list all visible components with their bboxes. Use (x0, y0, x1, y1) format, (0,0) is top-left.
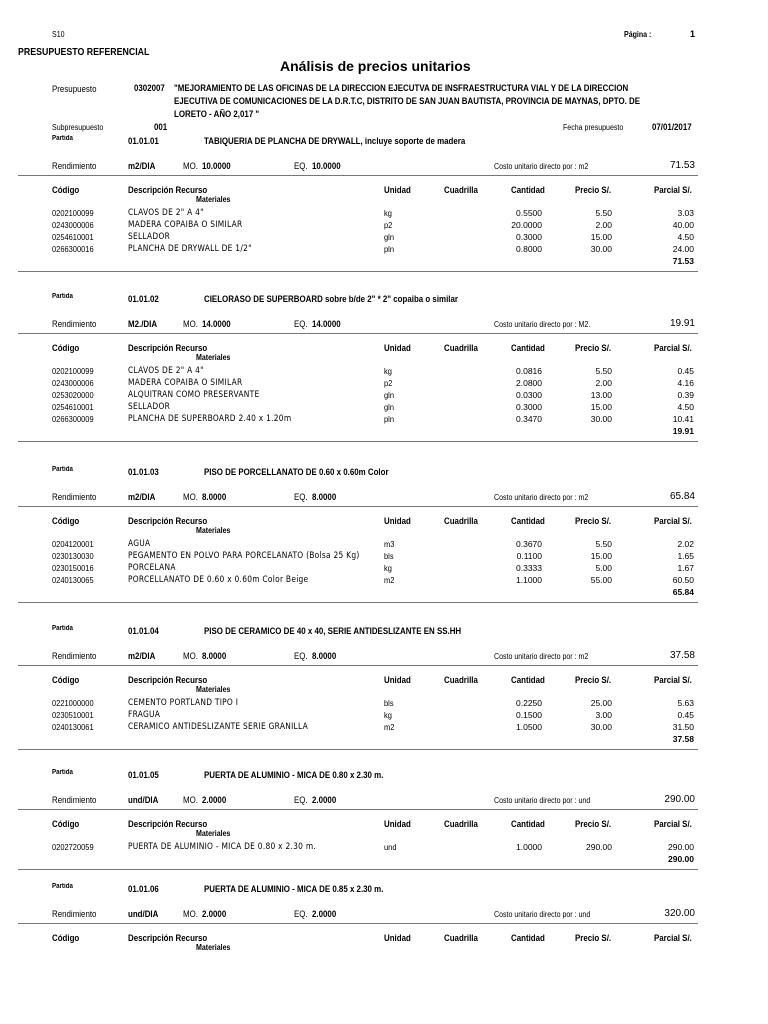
item-codigo: 0266300016 (52, 244, 94, 254)
item-unidad: gln (384, 232, 394, 242)
rendimiento-label: Rendimiento (52, 161, 97, 171)
item-codigo: 0254610001 (52, 402, 94, 412)
fecha-presupuesto-value: 07/01/2017 (652, 122, 692, 132)
item-cantidad: 0.3670 (516, 539, 542, 549)
partida-total: 65.84 (672, 587, 694, 597)
item-cantidad: 0.5500 (516, 208, 542, 218)
column-header-codigo: Código (52, 343, 80, 353)
column-header-descripcion: Descripción Recurso (128, 185, 208, 195)
partida-description: PISO DE PORCELLANATO DE 0.60 x 0.60m Color (204, 467, 389, 477)
rendimiento-label: Rendimiento (52, 795, 97, 805)
eq-label: EQ. (294, 492, 308, 502)
column-header-unidad: Unidad (384, 516, 411, 526)
column-header-codigo: Código (52, 675, 80, 685)
costo-unitario-value: 19.91 (669, 318, 695, 329)
item-precio: 5.50 (595, 366, 612, 376)
item-unidad: und (384, 842, 397, 852)
page-title: Análisis de precios unitarios (280, 58, 471, 74)
item-precio: 15.00 (590, 551, 612, 561)
item-parcial: 1.65 (677, 551, 694, 561)
item-parcial: 24.00 (672, 244, 694, 254)
presupuesto-desc-line-2: EJECUTIVA DE COMUNICACIONES DE LA D.R.T.C, DISTRITO DE SAN JUAN BAUTISTA, PROVINCIA DE MAYNAS, DPTO. DE (174, 96, 641, 106)
rendimiento-unit: M2./DIA (128, 319, 158, 329)
column-header-precio: Precio S/. (575, 516, 612, 526)
column-header-unidad: Unidad (384, 185, 411, 195)
item-descripcion: SELLADOR (128, 232, 171, 242)
partida-label: Partida (52, 135, 73, 142)
item-codigo: 0243000006 (52, 220, 94, 230)
column-header-precio: Precio S/. (575, 185, 612, 195)
mo-value: 8.0000 (202, 651, 227, 661)
item-parcial: 31.50 (672, 722, 694, 732)
column-header-precio: Precio S/. (575, 819, 612, 829)
column-header-parcial: Parcial S/. (654, 185, 692, 195)
item-unidad: m2 (384, 575, 395, 585)
item-cantidad: 1.0500 (516, 722, 542, 732)
item-parcial: 0.45 (677, 366, 694, 376)
item-parcial: 0.39 (677, 390, 694, 400)
column-header-cuadrilla: Cuadrilla (444, 675, 478, 685)
item-precio: 290.00 (586, 842, 612, 852)
item-descripcion: PORCELLANATO DE 0.60 x 0.60m Color Beige (128, 575, 309, 585)
item-parcial: 10.41 (672, 414, 694, 424)
item-descripcion: PLANCHA DE SUPERBOARD 2.40 x 1.20m (128, 414, 292, 424)
item-parcial: 4.50 (677, 232, 694, 242)
item-descripcion: PEGAMENTO EN POLVO PARA PORCELANATO (Bolsa 25 Kg) (128, 551, 360, 561)
eq-value: 8.0000 (312, 492, 337, 502)
item-parcial: 2.02 (677, 539, 694, 549)
item-parcial: 0.45 (677, 710, 694, 720)
item-parcial: 4.50 (677, 402, 694, 412)
item-codigo: 0230130030 (52, 551, 94, 561)
item-parcial: 40.00 (672, 220, 694, 230)
item-descripcion: PORCELANA (128, 563, 176, 573)
eq-value: 2.0000 (312, 795, 337, 805)
item-codigo: 0240130061 (52, 722, 94, 732)
item-cantidad: 0.1100 (516, 551, 542, 561)
separator-line (18, 333, 698, 334)
column-header-unidad: Unidad (384, 819, 411, 829)
column-header-codigo: Código (52, 933, 80, 943)
costo-unitario-value: 65.84 (669, 491, 695, 502)
presupuesto-desc-line-3: LORETO - AÑO 2,017 " (174, 109, 260, 119)
item-cantidad: 1.1000 (516, 575, 542, 585)
partida-total: 290.00 (668, 854, 694, 864)
item-cantidad: 20.0000 (511, 220, 542, 230)
partida-total: 19.91 (672, 426, 694, 436)
item-codigo: 0202720059 (52, 842, 94, 852)
column-header-precio: Precio S/. (575, 933, 612, 943)
item-codigo: 0204120001 (52, 539, 94, 549)
materiales-label: Materiales (196, 943, 231, 952)
item-codigo: 0243000006 (52, 378, 94, 388)
item-codigo: 0202100099 (52, 208, 94, 218)
column-header-precio: Precio S/. (575, 343, 612, 353)
separator-line (18, 441, 698, 442)
item-descripcion: PUERTA DE ALUMINIO - MICA DE 0.80 x 2.30 m. (128, 842, 317, 852)
item-descripcion: MADERA COPAIBA O SIMILAR (128, 378, 243, 388)
item-unidad: p2 (384, 378, 393, 388)
mo-label: MO. (183, 319, 198, 329)
item-precio: 15.00 (590, 232, 612, 242)
separator-line (18, 923, 698, 924)
mo-label: MO. (183, 492, 198, 502)
materiales-label: Materiales (196, 353, 231, 362)
partida-label: Partida (52, 769, 73, 776)
mo-label: MO. (183, 795, 198, 805)
item-codigo: 0253020000 (52, 390, 94, 400)
eq-value: 14.0000 (312, 319, 341, 329)
column-header-codigo: Código (52, 819, 80, 829)
partida-code: 01.01.06 (128, 884, 159, 894)
costo-unitario-value: 37.58 (669, 650, 695, 661)
item-descripcion: FRAGUA (128, 710, 161, 720)
item-codigo: 0266300009 (52, 414, 94, 424)
column-header-parcial: Parcial S/. (654, 933, 692, 943)
item-cantidad: 0.0300 (516, 390, 542, 400)
item-unidad: m3 (384, 539, 395, 549)
item-descripcion: CEMENTO PORTLAND TIPO I (128, 698, 239, 708)
item-cantidad: 0.0816 (516, 366, 542, 376)
mo-label: MO. (183, 161, 198, 171)
partida-label: Partida (52, 883, 73, 890)
column-header-cuadrilla: Cuadrilla (444, 933, 478, 943)
costo-unitario-label: Costo unitario directo por : m2 (494, 162, 589, 171)
mo-label: MO. (183, 651, 198, 661)
item-precio: 5.50 (595, 539, 612, 549)
subpresupuesto-label: Subpresupuesto (52, 123, 104, 132)
s10-label: S10 (52, 30, 65, 39)
materiales-label: Materiales (196, 829, 231, 838)
mo-value: 8.0000 (202, 492, 227, 502)
item-precio: 5.00 (595, 563, 612, 573)
column-header-descripcion: Descripción Recurso (128, 819, 208, 829)
item-parcial: 1.67 (677, 563, 694, 573)
partida-description: PUERTA DE ALUMINIO - MICA DE 0.85 x 2.30 m. (204, 884, 384, 894)
costo-unitario-label: Costo unitario directo por : m2 (494, 493, 589, 502)
mo-label: MO. (183, 909, 198, 919)
item-unidad: p2 (384, 220, 393, 230)
item-cantidad: 0.3000 (516, 232, 542, 242)
eq-label: EQ. (294, 651, 308, 661)
pagina-number: 1 (690, 29, 696, 39)
separator-line (18, 665, 698, 666)
item-precio: 55.00 (590, 575, 612, 585)
item-parcial: 60.50 (672, 575, 694, 585)
column-header-descripcion: Descripción Recurso (128, 343, 208, 353)
item-precio: 2.00 (595, 220, 612, 230)
partida-description: PUERTA DE ALUMINIO - MICA DE 0.80 x 2.30 m. (204, 770, 384, 780)
rendimiento-label: Rendimiento (52, 651, 97, 661)
costo-unitario-label: Costo unitario directo por : M2. (494, 320, 591, 329)
eq-label: EQ. (294, 319, 308, 329)
column-header-cantidad: Cantidad (511, 516, 545, 526)
item-cantidad: 1.0000 (516, 842, 542, 852)
item-descripcion: CLAVOS DE 2" A 4" (128, 366, 204, 376)
separator-line (18, 602, 698, 603)
column-header-precio: Precio S/. (575, 675, 612, 685)
column-header-parcial: Parcial S/. (654, 516, 692, 526)
item-unidad: kg (384, 366, 392, 376)
column-header-parcial: Parcial S/. (654, 819, 692, 829)
costo-unitario-label: Costo unitario directo por : und (494, 910, 591, 919)
item-unidad: gln (384, 390, 394, 400)
partida-code: 01.01.05 (128, 770, 159, 780)
column-header-cuadrilla: Cuadrilla (444, 185, 478, 195)
costo-unitario-label: Costo unitario directo por : m2 (494, 652, 589, 661)
eq-value: 8.0000 (312, 651, 337, 661)
item-cantidad: 0.3000 (516, 402, 542, 412)
item-unidad: bls (384, 698, 394, 708)
rendimiento-label: Rendimiento (52, 909, 97, 919)
costo-unitario-label: Costo unitario directo por : und (494, 796, 591, 805)
item-unidad: gln (384, 402, 394, 412)
item-parcial: 5.63 (677, 698, 694, 708)
mo-value: 2.0000 (202, 909, 227, 919)
column-header-cantidad: Cantidad (511, 343, 545, 353)
item-codigo: 0240130065 (52, 575, 94, 585)
item-descripcion: SELLADOR (128, 402, 171, 412)
presupuesto-label: Presupuesto (52, 84, 97, 94)
column-header-cuadrilla: Cuadrilla (444, 819, 478, 829)
pagina-label: Página : (624, 30, 652, 39)
separator-line (18, 809, 698, 810)
column-header-descripcion: Descripción Recurso (128, 933, 208, 943)
column-header-codigo: Código (52, 185, 80, 195)
item-descripcion: PLANCHA DE DRYWALL DE 1/2" (128, 244, 252, 254)
item-descripcion: AGUA (128, 539, 151, 549)
separator-line (18, 869, 698, 870)
partida-label: Partida (52, 625, 73, 632)
partida-description: TABIQUERIA DE PLANCHA DE DRYWALL, incluye soporte de madera (204, 136, 466, 146)
item-parcial: 4.16 (677, 378, 694, 388)
item-unidad: pln (384, 414, 394, 424)
item-unidad: kg (384, 563, 392, 573)
item-codigo: 0221000000 (52, 698, 94, 708)
item-descripcion: ALQUITRAN COMO PRESERVANTE (128, 390, 260, 400)
subpresupuesto-code: 001 (154, 122, 168, 132)
column-header-unidad: Unidad (384, 675, 411, 685)
item-codigo: 0202100099 (52, 366, 94, 376)
item-descripcion: CERAMICO ANTIDESLIZANTE SERIE GRANILLA (128, 722, 308, 732)
item-unidad: kg (384, 710, 392, 720)
partida-description: PISO DE CERAMICO DE 40 x 40, SERIE ANTIDESLIZANTE EN SS.HH (204, 626, 462, 636)
rendimiento-unit: m2/DIA (128, 492, 156, 502)
item-codigo: 0230150016 (52, 563, 94, 573)
column-header-cantidad: Cantidad (511, 933, 545, 943)
partida-code: 01.01.04 (128, 626, 159, 636)
column-header-cuadrilla: Cuadrilla (444, 343, 478, 353)
item-precio: 25.00 (590, 698, 612, 708)
partida-code: 01.01.01 (128, 136, 159, 146)
item-precio: 5.50 (595, 208, 612, 218)
item-cantidad: 0.8000 (516, 244, 542, 254)
eq-value: 2.0000 (312, 909, 337, 919)
mo-value: 2.0000 (202, 795, 227, 805)
partida-total: 71.53 (672, 256, 694, 266)
item-parcial: 290.00 (668, 842, 694, 852)
presupuesto-desc-line-1: "MEJORAMIENTO DE LAS OFICINAS DE LA DIRECCION EJECUTVA DE INSFRAESTRUCTURA VIAL Y DE LA DIRECCION (174, 83, 629, 93)
item-precio: 30.00 (590, 722, 612, 732)
materiales-label: Materiales (196, 685, 231, 694)
partida-code: 01.01.03 (128, 467, 159, 477)
partida-description: CIELORASO DE SUPERBOARD sobre b/de 2" * 2" copaiba o similar (204, 294, 458, 304)
item-unidad: pln (384, 244, 394, 254)
rendimiento-unit: m2/DIA (128, 651, 156, 661)
partida-total: 37.58 (672, 734, 694, 744)
column-header-unidad: Unidad (384, 343, 411, 353)
mo-value: 10.0000 (202, 161, 231, 171)
eq-label: EQ. (294, 795, 308, 805)
item-precio: 2.00 (595, 378, 612, 388)
rendimiento-label: Rendimiento (52, 492, 97, 502)
item-descripcion: MADERA COPAIBA O SIMILAR (128, 220, 243, 230)
item-unidad: kg (384, 208, 392, 218)
costo-unitario-value: 320.00 (664, 908, 695, 919)
item-codigo: 0230510001 (52, 710, 94, 720)
column-header-descripcion: Descripción Recurso (128, 516, 208, 526)
partida-code: 01.01.02 (128, 294, 159, 304)
item-cantidad: 0.3470 (516, 414, 542, 424)
column-header-parcial: Parcial S/. (654, 343, 692, 353)
materiales-label: Materiales (196, 526, 231, 535)
column-header-descripcion: Descripción Recurso (128, 675, 208, 685)
separator-line (18, 175, 698, 176)
column-header-unidad: Unidad (384, 933, 411, 943)
separator-line (18, 271, 698, 272)
separator-line (18, 749, 698, 750)
item-descripcion: CLAVOS DE 2" A 4" (128, 208, 204, 218)
mo-value: 14.0000 (202, 319, 231, 329)
item-precio: 15.00 (590, 402, 612, 412)
rendimiento-unit: und/DIA (128, 909, 159, 919)
rendimiento-label: Rendimiento (52, 319, 97, 329)
item-cantidad: 2.0800 (516, 378, 542, 388)
rendimiento-unit: und/DIA (128, 795, 159, 805)
eq-label: EQ. (294, 161, 308, 171)
item-precio: 30.00 (590, 414, 612, 424)
partida-label: Partida (52, 466, 73, 473)
separator-line (18, 506, 698, 507)
item-unidad: m2 (384, 722, 395, 732)
item-codigo: 0254610001 (52, 232, 94, 242)
costo-unitario-value: 290.00 (664, 794, 695, 805)
item-parcial: 3.03 (677, 208, 694, 218)
item-precio: 3.00 (595, 710, 612, 720)
presupuesto-code: 0302007 (134, 83, 165, 93)
item-precio: 30.00 (590, 244, 612, 254)
costo-unitario-value: 71.53 (669, 160, 695, 171)
item-cantidad: 0.2250 (516, 698, 542, 708)
presupuesto-referencial: PRESUPUESTO REFERENCIAL (18, 47, 150, 58)
item-cantidad: 0.3333 (516, 563, 542, 573)
column-header-cantidad: Cantidad (511, 185, 545, 195)
column-header-cantidad: Cantidad (511, 675, 545, 685)
fecha-presupuesto-label: Fecha presupuesto (563, 123, 624, 132)
item-cantidad: 0.1500 (516, 710, 542, 720)
item-unidad: bls (384, 551, 394, 561)
partida-label: Partida (52, 293, 73, 300)
eq-value: 10.0000 (312, 161, 341, 171)
column-header-codigo: Código (52, 516, 80, 526)
column-header-parcial: Parcial S/. (654, 675, 692, 685)
column-header-cuadrilla: Cuadrilla (444, 516, 478, 526)
materiales-label: Materiales (196, 195, 231, 204)
item-precio: 13.00 (590, 390, 612, 400)
column-header-cantidad: Cantidad (511, 819, 545, 829)
rendimiento-unit: m2/DIA (128, 161, 156, 171)
eq-label: EQ. (294, 909, 308, 919)
